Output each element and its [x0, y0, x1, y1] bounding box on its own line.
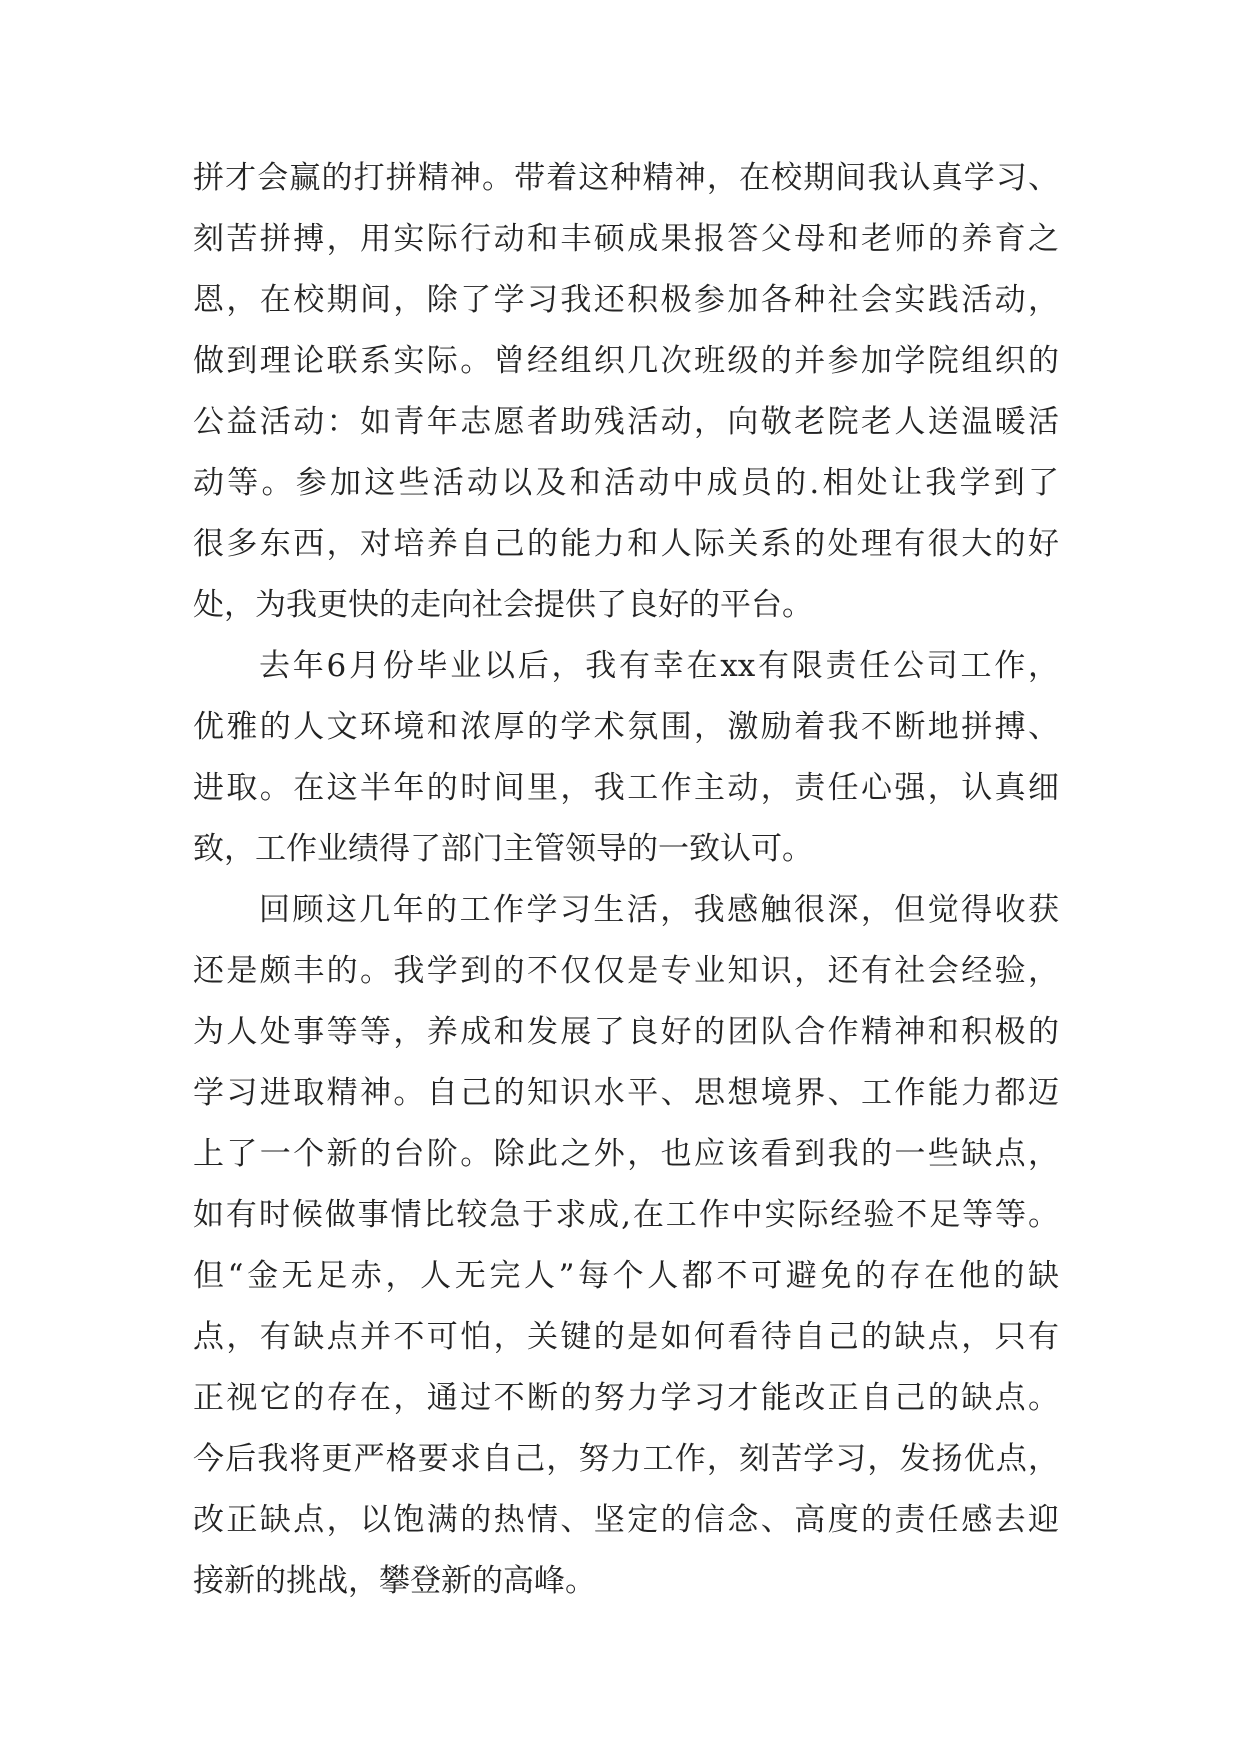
paragraph-2 — [193, 636, 1059, 880]
text-line: 为人处事等等，养成和发展了良好的团队合作精神和积极的 — [193, 1014, 1059, 1050]
text-line: 进取。在这半年的时间里，我工作主动，责任心强，认真细 — [193, 770, 1059, 806]
text-line: 做到理论联系实际。曾经组织几次班级的并参加学院组织的 — [193, 343, 1059, 379]
text-line: 但“金无足赤，人无完人”每个人都不可避免的存在他的缺 — [193, 1258, 1059, 1294]
paragraph-1 — [193, 148, 1059, 636]
text-line: 上了一个新的台阶。除此之外，也应该看到我的一些缺点， — [193, 1136, 1059, 1172]
text-line: 正视它的存在，通过不断的努力学习才能改正自己的缺点。 — [193, 1380, 1059, 1416]
text-line: 恩，在校期间，除了学习我还积极参加各种社会实践活动， — [193, 282, 1059, 318]
text-line: 公益活动：如青年志愿者助残活动，向敬老院老人送温暖活 — [193, 404, 1059, 440]
text-line: 今后我将更严格要求自己，努力工作，刻苦学习，发扬优点， — [193, 1441, 1059, 1477]
text-line: 如有时候做事情比较急于求成,在工作中实际经验不足等等。 — [193, 1197, 1059, 1233]
text-line: 回顾这几年的工作学习生活，我感触很深，但觉得收获 — [259, 892, 1059, 928]
text-line: 很多东西，对培养自己的能力和人际关系的处理有很大的好 — [193, 526, 1059, 562]
text-line: 学习进取精神。自己的知识水平、思想境界、工作能力都迈 — [193, 1075, 1059, 1111]
text-line: 致，工作业绩得了部门主管领导的一致认可。 — [193, 831, 813, 867]
text-line: 改正缺点，以饱满的热情、坚定的信念、高度的责任感去迎 — [193, 1502, 1059, 1538]
text-line: 去年6月份毕业以后，我有幸在xx有限责任公司工作， — [259, 648, 1059, 684]
body-text — [193, 148, 1059, 1612]
text-line: 处，为我更快的走向社会提供了良好的平台。 — [193, 587, 813, 623]
text-line: 接新的挑战，攀登新的高峰。 — [193, 1563, 596, 1599]
text-line: 点，有缺点并不可怕，关键的是如何看待自己的缺点，只有 — [193, 1319, 1059, 1355]
text-line: 动等。参加这些活动以及和活动中成员的.相处让我学到了 — [193, 465, 1059, 501]
text-line: 拼才会赢的打拼精神。带着这种精神，在校期间我认真学习、 — [193, 160, 1059, 196]
text-line: 刻苦拼搏，用实际行动和丰硕成果报答父母和老师的养育之 — [193, 221, 1059, 257]
text-line: 优雅的人文环境和浓厚的学术氛围，激励着我不断地拼搏、 — [193, 709, 1059, 745]
paragraph-3 — [193, 880, 1059, 1612]
text-line: 还是颇丰的。我学到的不仅仅是专业知识，还有社会经验， — [193, 953, 1059, 989]
